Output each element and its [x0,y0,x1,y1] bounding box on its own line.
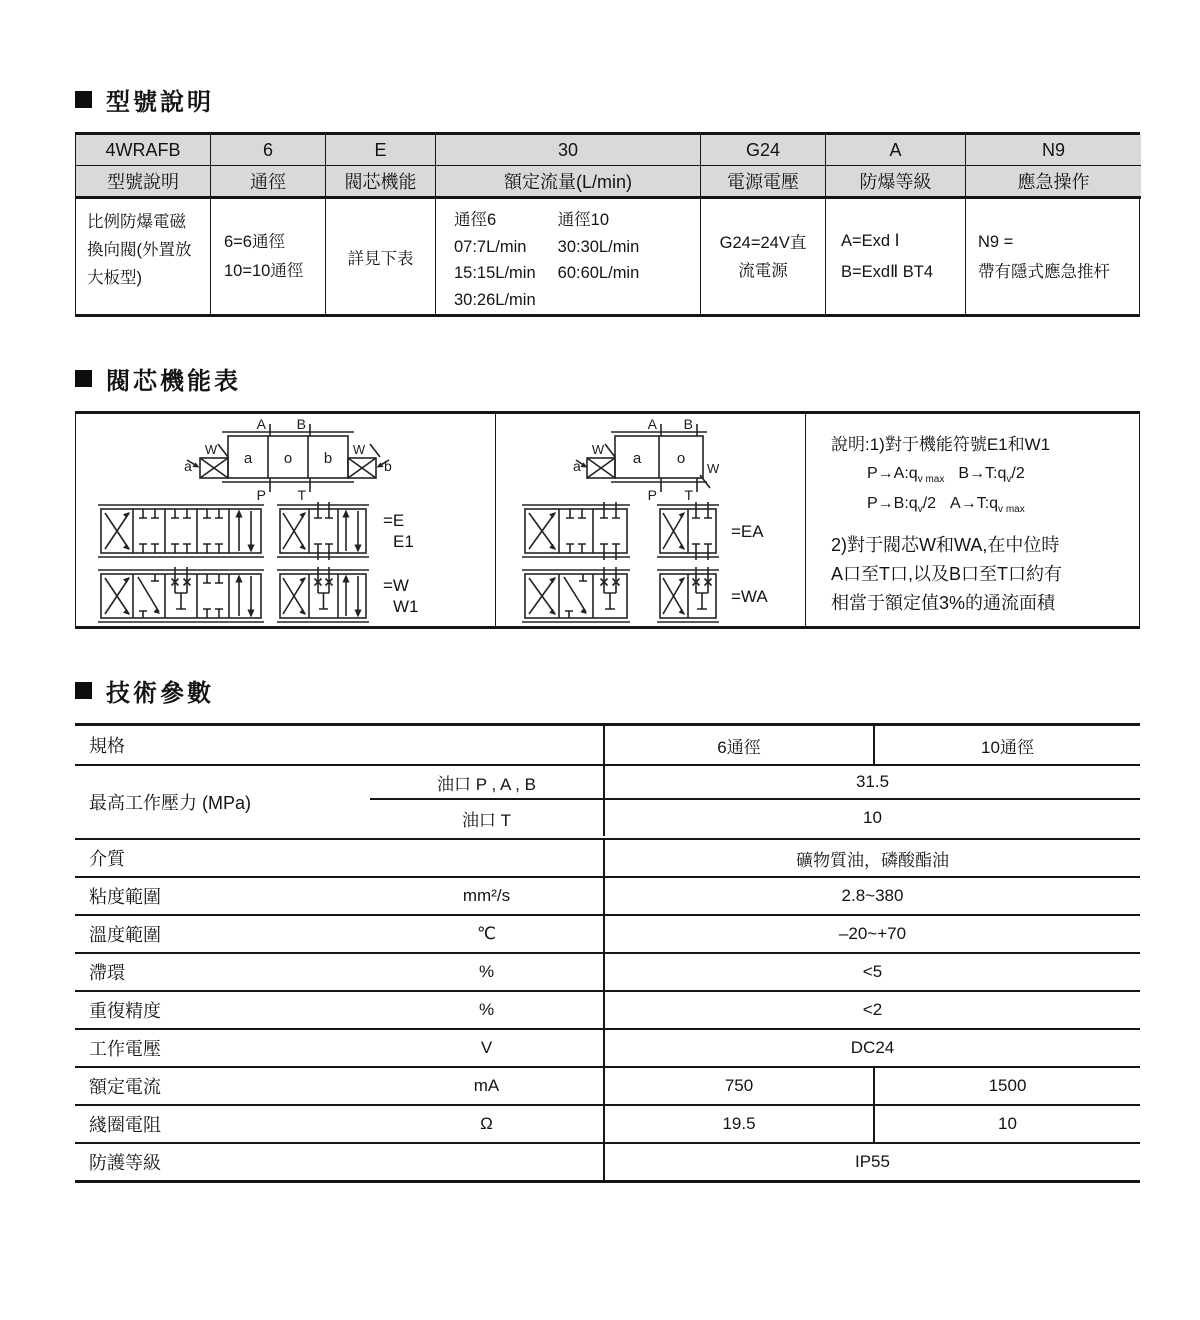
row-value-size6: 750 [605,1068,875,1104]
spool-symbol-wa-narrow [656,567,720,625]
row-unit [370,1144,605,1180]
spool-row-e [76,502,495,560]
section-title-text: 閥芯機能表 [106,367,241,395]
row-label: 重復精度 [89,1001,161,1021]
spool-symbol-e-narrow [276,502,370,560]
tech-row-protection [75,1144,1140,1180]
section-bullet-icon [75,370,92,387]
size-options-cell [211,199,326,314]
spool-symbol-ea-narrow [656,502,720,560]
tech-row-viscosity [75,878,1140,916]
spool-notes-cell [806,414,1141,626]
svg-text:b: b [384,458,392,474]
spool-symbol-e-wide [97,502,265,560]
section-bullet-icon [75,682,92,699]
note-flow-2: $P\to B:q_v/2$ $A\to T:q_{v max}$ [867,495,1025,516]
row-label: 工作電壓 [89,1039,161,1059]
svg-text:a: a [632,450,641,467]
spool-ref-text: 詳見下表 [347,249,414,268]
svg-text:a: a [243,450,253,467]
svg-text:P: P [647,487,657,502]
datasheet-page [75,84,1140,1183]
row-value: DC24 [850,1038,895,1057]
svg-text:W: W [204,442,218,457]
size-option: 10=10通徑 [224,261,304,280]
model-label-cell: 閥芯機能 [326,166,436,199]
svg-text:W: W [591,442,604,457]
row-label: 介質 [89,849,125,869]
tech-row-medium [75,840,1140,878]
svg-text:P: P [256,487,266,502]
spec-label: 規格 [75,726,605,764]
spool-label-ea: =EA [731,521,764,541]
row-unit: V [370,1030,605,1066]
tech-row-voltage [75,1030,1140,1068]
svg-text:o: o [676,450,685,467]
spool-symbol-ea-wide [521,502,631,560]
pressure-port-pab: 油口 P , A , B [370,766,605,798]
section-title-model [75,84,1140,114]
svg-text:B: B [296,416,306,432]
row-unit: Ω [370,1106,605,1142]
spool-symbol-w-narrow [276,567,370,625]
pressure-value-t: 10 [863,808,882,827]
model-code-cell: N9 [966,135,1141,166]
pressure-port-t: 油口 T [370,800,605,836]
row-unit: mm²/s [370,878,605,914]
model-label-cell: 通徑 [211,166,326,199]
svg-text:a: a [572,458,581,474]
model-code-cell: 6 [211,135,326,166]
exd-rating-cell: A=Exd Ⅰ B=ExdⅡ BT4 [826,199,966,314]
note-line-1: 說明:1)對于機能符號E1和W1 [831,435,1051,454]
flow-rates-cell [436,199,701,314]
spool-row-w [76,567,495,625]
section-title-tech [75,675,1140,705]
size-option: 6=6通徑 [224,232,285,251]
model-code-cell: E [326,135,436,166]
row-value-size6: 19.5 [605,1106,875,1142]
row-unit: ℃ [370,916,605,952]
spool-row-ea [496,502,805,560]
row-value-size10: 1500 [988,1076,1027,1095]
spool-cell-3pos [76,414,496,626]
row-unit: % [370,992,605,1028]
tech-row-repeatability [75,992,1140,1030]
model-desc-text: 比例防爆電磁換向閥(外置放大板型) [87,213,192,287]
svg-text:W: W [352,442,366,457]
section-bullet-icon [75,91,92,108]
section-title-text: 技術參數 [106,679,214,707]
note-flow-1: $P\to A:q_{v max}$ $B\to T:q_v/2$ [867,465,1025,486]
tech-row-pressure [75,766,1140,840]
svg-text:W: W [706,461,719,476]
row-label: 粘度範圍 [89,887,161,907]
spool-function-table [75,411,1140,629]
row-value: –20~+70 [838,924,907,943]
row-label: 額定電流 [89,1077,161,1097]
tech-params-table [75,723,1140,1183]
row-unit: % [370,954,605,990]
svg-text:A: A [647,416,657,432]
row-unit: mA [370,1068,605,1104]
row-value: <5 [862,962,883,981]
note-block-2: 2)對于閥芯W和WA,在中位時 A口至T口,以及B口至T口約有 相當于額定值3%的通流面積 [831,535,1063,614]
svg-text:a: a [184,458,192,474]
svg-text:T: T [683,487,693,502]
row-label: 綫圈電阻 [89,1115,161,1135]
svg-text:A: A [256,416,266,432]
emergency-cell: N9 = 帶有隱式應急推杆 [978,232,1110,281]
spool-label-wa: =WA [731,586,768,606]
valve-diagram-3pos [178,416,393,502]
row-value-size10: 10 [998,1114,1017,1133]
spool-symbol-w-wide [97,567,265,625]
section-title-text: 型號說明 [106,88,214,116]
flow-col-size10: 通徑10 30:30L/min 60:60L/min [557,211,640,282]
section-title-spool [75,363,1140,393]
col-header-size10: 10通徑 [981,737,1034,757]
row-value: 礦物質油，磷酸酯油 [796,850,949,870]
row-label: 滯環 [89,963,125,983]
model-label-cell: 防爆等級 [826,166,966,199]
row-label: 溫度範圍 [89,925,161,945]
row-unit [370,840,605,876]
pressure-value-pab: 31.5 [855,772,890,791]
spool-row-wa [496,567,805,625]
tech-row-resistance [75,1106,1140,1144]
model-desc-cell [76,199,211,314]
model-code-cell: 4WRAFB [76,135,211,166]
power-cell: G24=24V直 流電源 [701,199,826,314]
svg-text:T: T [297,487,306,502]
model-code-table [75,132,1140,317]
flow-col-size6: 通徑6 07:7L/min 15:15L/min 30:26L/min [454,211,536,309]
svg-text:o: o [283,450,293,467]
tech-row-hysteresis [75,954,1140,992]
row-value: <2 [862,1000,883,1019]
model-label-cell: 型號說明 [76,166,211,199]
model-code-cell: 30 [436,135,701,166]
model-label-cell: 電源電壓 [701,166,826,199]
spool-ref-cell [326,199,436,314]
valve-diagram-2pos [571,416,731,502]
row-label: 防護等級 [89,1153,161,1173]
row-label: 最高工作壓力 (MPa) [89,793,251,813]
model-label-cell: 額定流量(L/min) [436,166,701,199]
row-value: 2.8~380 [841,886,904,905]
svg-text:B: B [683,416,693,432]
svg-text:b: b [323,450,333,467]
tech-row-current [75,1068,1140,1106]
col-header-size6: 6通徑 [605,726,875,764]
model-code-cell: A [826,135,966,166]
spool-symbol-wa-wide [521,567,631,625]
spool-cell-2pos [496,414,806,626]
tech-row-temperature [75,916,1140,954]
spool-label-w: =W W1 [383,576,419,616]
spool-label-e: =E E1 [383,511,414,551]
model-code-cell: G24 [701,135,826,166]
tech-row-spec [75,726,1140,766]
row-value: IP55 [855,1152,890,1171]
model-label-cell: 應急操作 [966,166,1141,199]
